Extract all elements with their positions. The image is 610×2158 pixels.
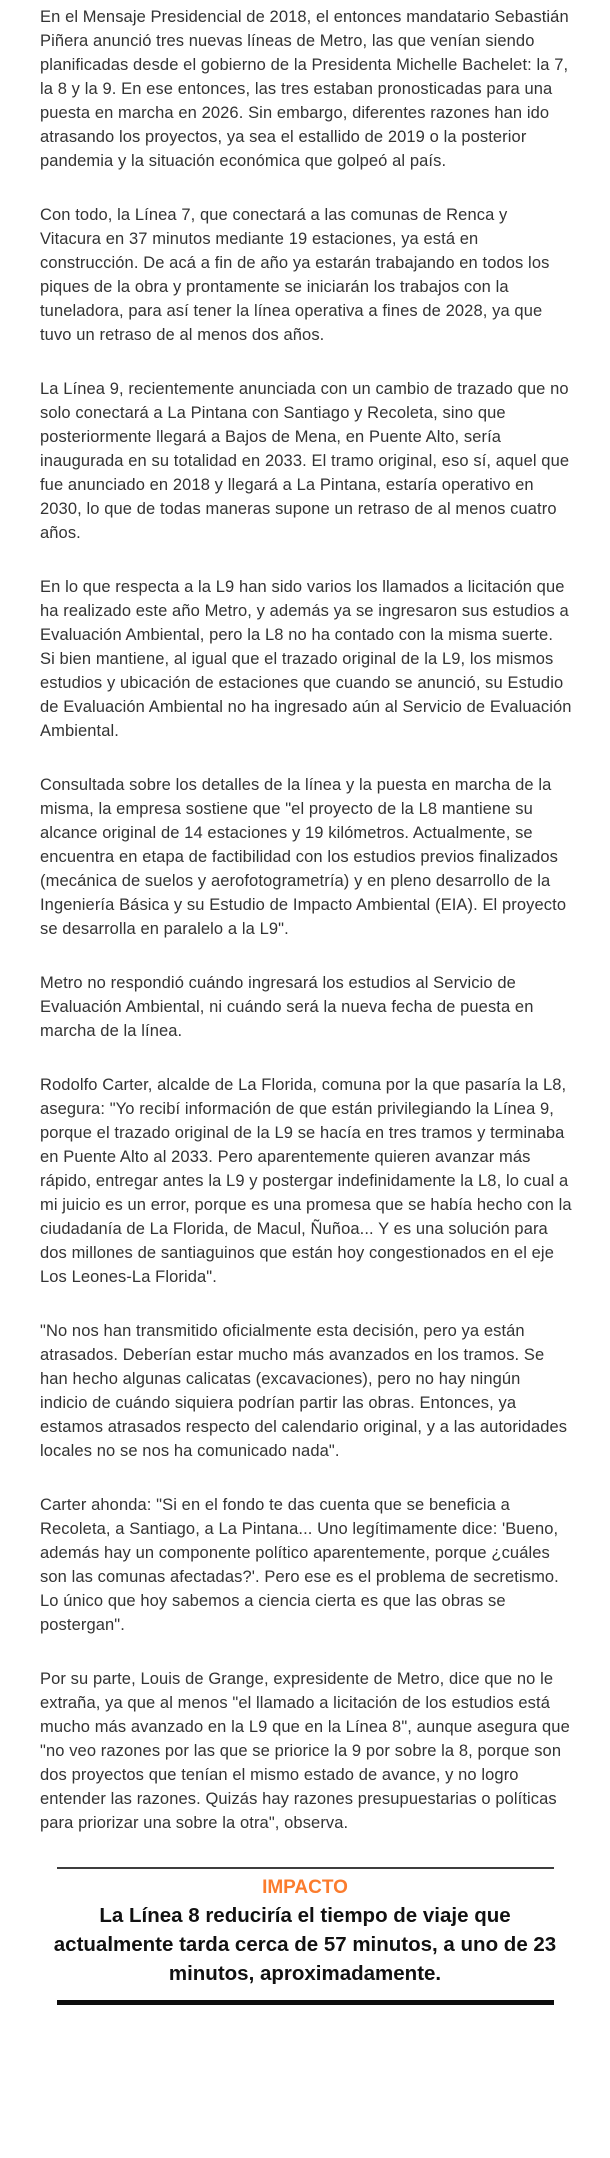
article-paragraph-9: Carter ahonda: "Si en el fondo te das cuenta que se beneficia a Recoleta, a Santiago, a La Pintana... Uno legítimamente dice: 'Bueno, además hay un componente político aparentemente, porque ¿cuáles son las comunas afectadas?'. Pero ese es el problema de secretismo. Lo único que hoy sabemos a ciencia cierta es que las obras se postergan". bbox=[40, 1496, 559, 1634]
article-paragraph-2: Con todo, la Línea 7, que conectará a las comunas de Renca y Vitacura en 37 minutos mediante 19 estaciones, ya está en construcción. De acá a fin de año ya estarán trabajando en todos los piques de la obra y prontamente se iniciarán los trabajos con la tuneladora, para así tener la línea operativa a fines de 2028, ya que tuvo un retraso de al menos dos años. bbox=[40, 206, 550, 344]
article-paragraph-10: Por su parte, Louis de Grange, expresidente de Metro, dice que no le extraña, ya que al menos "el llamado a licitación de los estudios está mucho más avanzado en la L9 que en la Línea 8", aunque asegura que "no veo razones por las que se priorice la 9 por sobre la 8, porque son dos proyectos que tenían el mismo estado de avance, y no logro entender las razones. Quizás hay razones presupuestarias o políticas para priorizar una sobre la otra", observa. bbox=[40, 1670, 570, 1832]
article-paragraph-3: La Línea 9, recientemente anunciada con un cambio de trazado que no solo conectará a La Pintana con Santiago y Recoleta, sino que posteriormente llegará a Bajos de Mena, en Puente Alto, sería inaugurada en su totalidad en 2033. El tramo original, eso sí, aquel que fue anunciado en 2018 y llegará a La Pintana, estaría operativo en 2030, lo que de todas maneras supone un retraso de al menos cuatro años. bbox=[40, 380, 570, 542]
article-paragraph-6: Metro no respondió cuándo ingresará los estudios al Servicio de Evaluación Ambiental, ni cuándo será la nueva fecha de puesta en marcha de la línea. bbox=[40, 974, 534, 1040]
impact-bottom-divider bbox=[57, 2000, 554, 2005]
article-paragraph-7: Rodolfo Carter, alcalde de La Florida, comuna por la que pasaría la L8, asegura: "Yo recibí información de que están privilegiando la Línea 9, porque el trazado original de la L9 se hacía en tres tramos y terminaba en Puente Alto al 2033. Pero aparentemente quieren avanzar más rápido, entregar antes la L9 y postergar indefinidamente la L8, lo cual a mi juicio es un error, porque es una promesa que se había hecho con la ciudadanía de La Florida, de Macul, Ñuñoa... Y es una solución para dos millones de santiaguinos que están hoy congestionados en el eje Los Leones-La Florida". bbox=[40, 1076, 572, 1286]
article-paragraph-5: Consultada sobre los detalles de la línea y la puesta en marcha de la misma, la empresa sostiene que "el proyecto de la L8 mantiene su alcance original de 14 estaciones y 19 kilómetros. Actualmente, se encuentra en etapa de factibilidad con los estudios previos finalizados (mecánica de suelos y aerofotogrametría) y en pleno desarrollo de la Ingeniería Básica y su Estudio de Impacto Ambiental (EIA). El proyecto se desarrolla en paralelo a la L9". bbox=[40, 776, 567, 938]
article-paragraph-4: En lo que respecta a la L9 han sido varios los llamados a licitación que ha realizado este año Metro, y además ya se ingresaron sus estudios a Evaluación Ambiental, pero la L8 no ha contado con la misma suerte. Si bien mantiene, al igual que el trazado original de la L9, los mismos estudios y ubicación de estaciones que cuando se anunció, su Estudio de Evaluación Ambiental no ha ingresado aún al Servicio de Evaluación Ambiental. bbox=[40, 578, 572, 740]
impact-top-divider bbox=[57, 1867, 554, 1869]
impact-text: La Línea 8 reduciría el tiempo de viaje que actualmente tarda cerca de 57 minutos, a uno de 23 minutos, aproximadamente. bbox=[53, 1904, 557, 1985]
article-paragraph-1: En el Mensaje Presidencial de 2018, el entonces mandatario Sebastián Piñera anunció tres nuevas líneas de Metro, las que venían siendo planificadas desde el gobierno de la Presidenta Michelle Bachelet: la 7, la 8 y la 9. En ese entonces, las tres estaban pronosticadas para una puesta en marcha en 2026. Sin embargo, diferentes razones han ido atrasando los proyectos, ya sea el estallido de 2019 o la posterior pandemia y la situación económica que golpeó al país. bbox=[40, 8, 569, 170]
impact-section bbox=[0, 1867, 610, 2005]
impact-label: IMPACTO bbox=[262, 1877, 348, 1898]
article-paragraph-8: "No nos han transmitido oficialmente esta decisión, pero ya están atrasados. Deberían estar mucho más avanzados en los tramos. Se han hecho algunas calicatas (excavaciones), pero no hay ningún indicio de cuándo siquiera podrían partir las obras. Entonces, ya estamos atrasados respecto del calendario original, y a las autoridades locales no se nos ha comunicado nada". bbox=[40, 1322, 568, 1460]
